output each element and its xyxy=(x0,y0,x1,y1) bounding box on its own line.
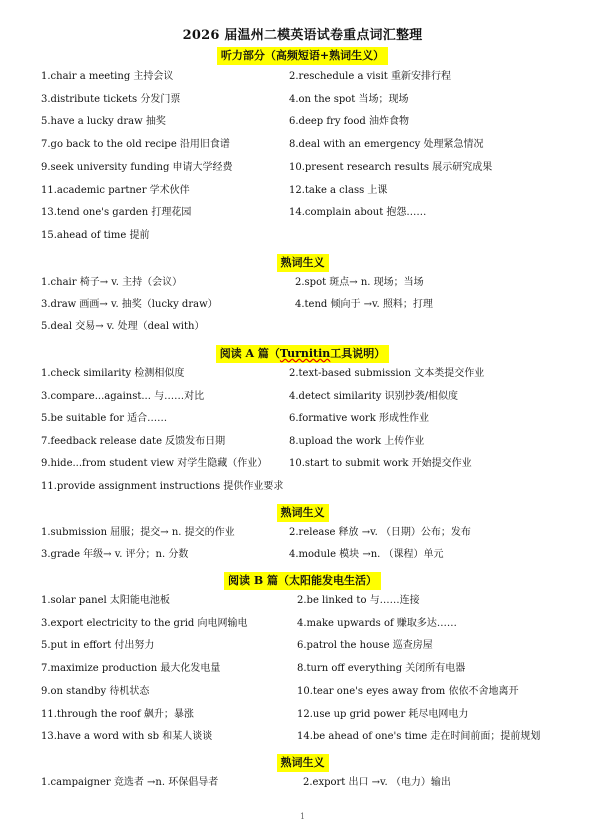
section-heading-shuci-3: 熟词生义 xyxy=(277,754,329,772)
vocab-entry: 3.distribute tickets 分发门票 xyxy=(41,93,181,105)
vocab-entry: 3.compare...against... 与……对比 xyxy=(41,390,205,402)
vocab-entry: 10.present research results 展示研究成果 xyxy=(289,161,493,173)
reading-a-heading-keyword: Turnitin xyxy=(279,347,331,360)
reading-a-heading-suffix: 工具说明） xyxy=(330,347,386,360)
vocab-row xyxy=(0,114,605,130)
section-listening xyxy=(0,44,605,65)
section-shuci-1 xyxy=(0,251,605,272)
vocab-entry: 4.tend 倾向于 →v. 照料；打理 xyxy=(295,299,433,310)
vocab-row xyxy=(0,684,605,700)
vocab-entry: 2.reschedule a visit 重新安排行程 xyxy=(289,71,451,82)
section-reading-a xyxy=(0,342,605,363)
vocab-entry: 13.have a word with sb 和某人谈谈 xyxy=(41,731,213,743)
vocab-row xyxy=(0,183,605,199)
vocab-entry: 7.maximize production 最大化发电量 xyxy=(41,663,221,675)
vocab-entry: 13.tend one's garden 打理花园 xyxy=(41,207,192,219)
vocab-row xyxy=(0,160,605,176)
vocab-entry: 4.module 模块 →n. （课程）单元 xyxy=(289,549,444,560)
vocab-row xyxy=(0,707,605,723)
vocab-entry: 6.deep fry food 油炸食物 xyxy=(289,116,409,128)
vocab-row xyxy=(0,616,605,632)
vocab-row xyxy=(0,228,605,244)
section-heading-shuci-1: 熟词生义 xyxy=(277,254,329,272)
vocab-entry: 8.upload the work 上传作业 xyxy=(289,435,425,447)
vocab-entry: 2.export 出口 →v. （电力）输出 xyxy=(303,777,451,788)
vocab-entry: 14.be ahead of one's time 走在时间前面；提前规划 xyxy=(297,731,541,743)
vocab-entry: 12.take a class 上课 xyxy=(289,184,388,196)
vocab-entry: 3.grade 年级→ v. 评分；n. 分数 xyxy=(41,549,189,560)
vocab-entry: 15.ahead of time 提前 xyxy=(41,229,150,241)
vocab-entry: 1.submission 屈服；提交→ n. 提交的作业 xyxy=(41,527,235,538)
vocab-entry: 11.provide assignment instructions 提供作业要求 xyxy=(41,481,284,492)
vocab-row xyxy=(0,729,605,745)
vocab-entry: 4.make upwards of 赚取多达…… xyxy=(297,617,457,629)
vocab-entry: 2.be linked to 与……连接 xyxy=(297,595,420,606)
vocab-entry: 2.text-based submission 文本类提交作业 xyxy=(289,368,485,379)
document-title: 2026 届温州二模英语试卷重点词汇整理 xyxy=(182,28,423,43)
vocab-row xyxy=(0,434,605,450)
vocab-entry: 1.campaigner 竞选者 →n. 环保倡导者 xyxy=(41,777,219,788)
section-heading-reading-a xyxy=(216,345,390,363)
vocab-row xyxy=(0,137,605,153)
vocab-entry: 1.solar panel 太阳能电池板 xyxy=(41,595,170,606)
vocab-row xyxy=(0,547,605,563)
vocab-entry: 10.tear one's eyes away from 依依不舍地离开 xyxy=(297,685,519,697)
vocab-entry: 5.be suitable for 适合…… xyxy=(41,413,168,425)
vocab-row xyxy=(0,638,605,654)
vocab-row xyxy=(0,479,605,495)
vocab-row xyxy=(0,525,605,541)
section-heading-reading-b: 阅读 B 篇（太阳能发电生活） xyxy=(224,572,381,590)
vocab-row xyxy=(0,92,605,108)
vocab-entry: 1.check similarity 检测相似度 xyxy=(41,368,185,379)
vocab-entry: 6.patrol the house 巡查房屋 xyxy=(297,640,433,652)
vocab-row xyxy=(0,69,605,85)
vocab-entry: 9.on standby 待机状态 xyxy=(41,685,150,697)
vocab-row xyxy=(0,456,605,472)
vocab-row xyxy=(0,319,605,335)
vocab-entry: 9.seek university funding 申请大学经费 xyxy=(41,161,233,173)
vocab-row xyxy=(0,775,605,791)
vocab-entry: 11.academic partner 学术伙伴 xyxy=(41,184,190,196)
vocab-row xyxy=(0,366,605,382)
vocab-entry: 12.use up grid power 耗尽电网电力 xyxy=(297,708,469,720)
vocab-entry: 11.through the roof 飙升；暴涨 xyxy=(41,708,194,720)
vocab-row xyxy=(0,411,605,427)
vocab-entry: 3.draw 画画→ v. 抽奖（lucky draw） xyxy=(41,299,218,310)
vocab-entry: 14.complain about 抱怨…… xyxy=(289,207,427,219)
vocab-entry: 6.formative work 形成性作业 xyxy=(289,413,430,425)
section-reading-b xyxy=(0,569,605,590)
section-heading-shuci-2: 熟词生义 xyxy=(277,504,329,522)
section-shuci-3 xyxy=(0,751,605,772)
vocab-entry: 5.put in effort 付出努力 xyxy=(41,640,155,652)
reading-a-heading-prefix: 阅读 A 篇（ xyxy=(219,347,280,360)
vocab-entry: 1.chair 椅子→ v. 主持（会议） xyxy=(41,277,183,288)
vocab-entry: 5.have a lucky draw 抽奖 xyxy=(41,116,166,128)
section-shuci-2 xyxy=(0,501,605,522)
vocab-row xyxy=(0,661,605,677)
vocab-entry: 1.chair a meeting 主持会议 xyxy=(41,71,174,82)
page-number: 1 xyxy=(299,812,306,821)
vocab-row xyxy=(0,205,605,221)
vocab-row xyxy=(0,389,605,405)
vocab-row xyxy=(0,297,605,313)
vocab-entry: 4.detect similarity 识别抄袭/相似度 xyxy=(289,390,458,402)
vocab-entry: 4.on the spot 当场；现场 xyxy=(289,93,409,105)
vocab-entry: 8.deal with an emergency 处理紧急情况 xyxy=(289,139,484,151)
vocab-entry: 5.deal 交易→ v. 处理（deal with） xyxy=(41,321,205,332)
vocab-entry: 2.spot 斑点→ n. 现场；当场 xyxy=(295,277,424,288)
vocab-entry: 7.feedback release date 反馈发布日期 xyxy=(41,435,226,447)
vocab-row xyxy=(0,593,605,609)
vocab-entry: 3.export electricity to the grid 向电网输电 xyxy=(41,617,248,629)
vocab-entry: 7.go back to the old recipe 沿用旧食谱 xyxy=(41,139,230,151)
vocab-entry: 10.start to submit work 开始提交作业 xyxy=(289,458,472,470)
vocab-row xyxy=(0,275,605,291)
section-heading-listening: 听力部分（高频短语+熟词生义） xyxy=(217,47,388,65)
vocab-entry: 8.turn off everything 关闭所有电器 xyxy=(297,663,466,675)
vocab-entry: 2.release 释放 →v. （日期）公布；发布 xyxy=(289,527,471,538)
vocab-entry: 9.hide...from student view 对学生隐藏（作业） xyxy=(41,458,268,470)
